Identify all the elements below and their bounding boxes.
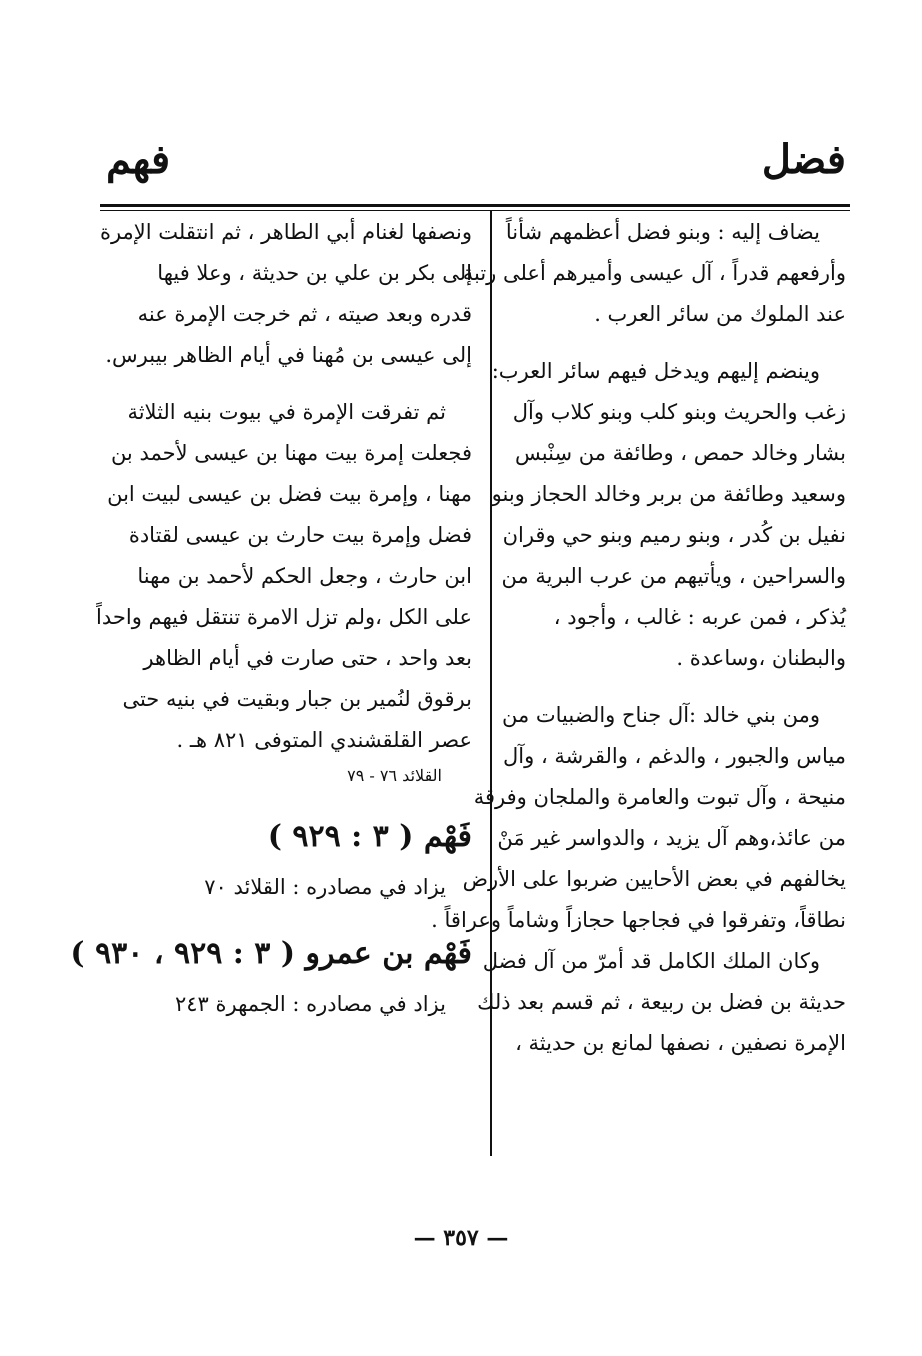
paragraph-gap	[127, 376, 472, 392]
paragraph-gap	[511, 679, 846, 695]
text-line: ومن بني خالد :آل جناح والضبيات من	[501, 703, 820, 727]
text-line: حديثة بن فضل بن ربيعة ، ثم قسم بعد ذلك	[477, 990, 846, 1014]
text-line: من عائذ،وهم آل يزيد ، والدواسر غير مَنْ	[497, 826, 846, 850]
text-line: عصر القلقشندي المتوفى ٨٢١ هـ .	[176, 728, 472, 752]
running-header-left: فهم	[106, 136, 171, 183]
text-line: مياس والجبور ، والدغم ، والقرشة ، وآل	[503, 744, 846, 768]
text-line: ابن حارث ، وجعل الحكم لأحمد بن مهنا	[137, 564, 472, 588]
text-line: فضل وإمرة بيت حارث بن عيسى لقتادة	[128, 523, 472, 547]
text-line: برقوق لنُمير بن جبار وبقيت في بنيه حتى	[122, 687, 472, 711]
paragraph-gap	[511, 335, 846, 351]
text-line: يُذكر ، فمن عربه : غالب ، وأجود ،	[553, 605, 846, 629]
paragraph-gap	[127, 791, 472, 807]
entry-heading: فَهْم بن عمرو ( ٣ : ٩٢٩ ، ٩٣٠ )	[70, 936, 472, 971]
text-line: وسعيد وطائفة من بربر وخالد الحجاز وبنو	[491, 482, 846, 506]
text-line: نفيل بن كُدر ، وبنو رميم وبنو حي وقران	[502, 523, 846, 547]
text-line: منيحة ، وآل تبوت والعامرة والملجان وفرقة	[473, 785, 846, 809]
entry-heading: فَهْم ( ٣ : ٩٢٩ )	[267, 819, 472, 854]
source-citation: القلائد ٧٦ - ٧٩	[347, 766, 442, 785]
text-line: نطاقاً، وتفرقوا في فجاجها حجازاً وشاماً وعراقاً .	[431, 908, 846, 932]
text-line: ونصفها لغنام أبي الطاهر ، ثم انتقلت الإمرة	[99, 220, 472, 244]
text-line: الإمرة نصفين ، نصفها لمانع بن حديثة ،	[515, 1031, 846, 1055]
text-line: والبطنان ،وساعدة .	[676, 646, 846, 670]
text-line: على الكل ،ولم تزل الامرة تنتقل فيهم واحداً	[96, 605, 472, 629]
text-line: يخالفهم في بعض الأحايين ضربوا على الأرض	[462, 867, 846, 891]
text-line: وينضم إليهم ويدخل فيهم سائر العرب:	[491, 359, 820, 383]
right-column	[431, 212, 846, 1064]
text-line: بشار وخالد حمص ، وطائفة من سِنْبس	[515, 441, 846, 465]
entry-note: يزاد في مصادره : القلائد ٧٠	[204, 875, 446, 899]
text-line: إلى عيسى بن مُهنا في أيام الظاهر بيبرس.	[105, 343, 472, 367]
text-line: ثم تفرقت الإمرة في بيوت بنيه الثلاثة	[127, 400, 446, 424]
page-number: — ٣٥٧ —	[413, 1225, 509, 1251]
text-line: فجعلت إمرة بيت مهنا بن عيسى لأحمد بن	[110, 441, 472, 465]
header-rule-thick	[100, 204, 850, 207]
left-column	[70, 212, 472, 1025]
text-line: مهنا ، وإمرة بيت فضل بن عيسى لبيت ابن	[107, 482, 472, 506]
paragraph-gap	[127, 908, 472, 924]
text-line: قدره وبعد صيته ، ثم خرجت الإمرة عنه	[137, 302, 472, 326]
text-line: وأرفعهم قدراً ، آل عيسى وأميرهم أعلى رتبة	[462, 261, 846, 285]
text-line: والسراحين ، ويأتيهم من عرب البرية من	[501, 564, 846, 588]
text-line: إلى بكر بن علي بن حديثة ، وعلا فيها	[157, 261, 472, 285]
entry-note: يزاد في مصادره : الجمهرة ٢٤٣	[174, 992, 446, 1016]
text-line: يضاف إليه : وبنو فضل أعظمهم شأناً	[505, 220, 820, 244]
text-line: عند الملوك من سائر العرب .	[594, 302, 846, 326]
header-rule-thin	[100, 210, 850, 211]
text-line: بعد واحد ، حتى صارت في أيام الظاهر	[143, 646, 472, 670]
text-line: زغب والحريث وبنو كلب وبنو كلاب وآل	[512, 400, 846, 424]
running-header-right: فضل	[761, 136, 846, 183]
text-line: وكان الملك الكامل قد أمرّ من آل فضل	[482, 949, 820, 973]
